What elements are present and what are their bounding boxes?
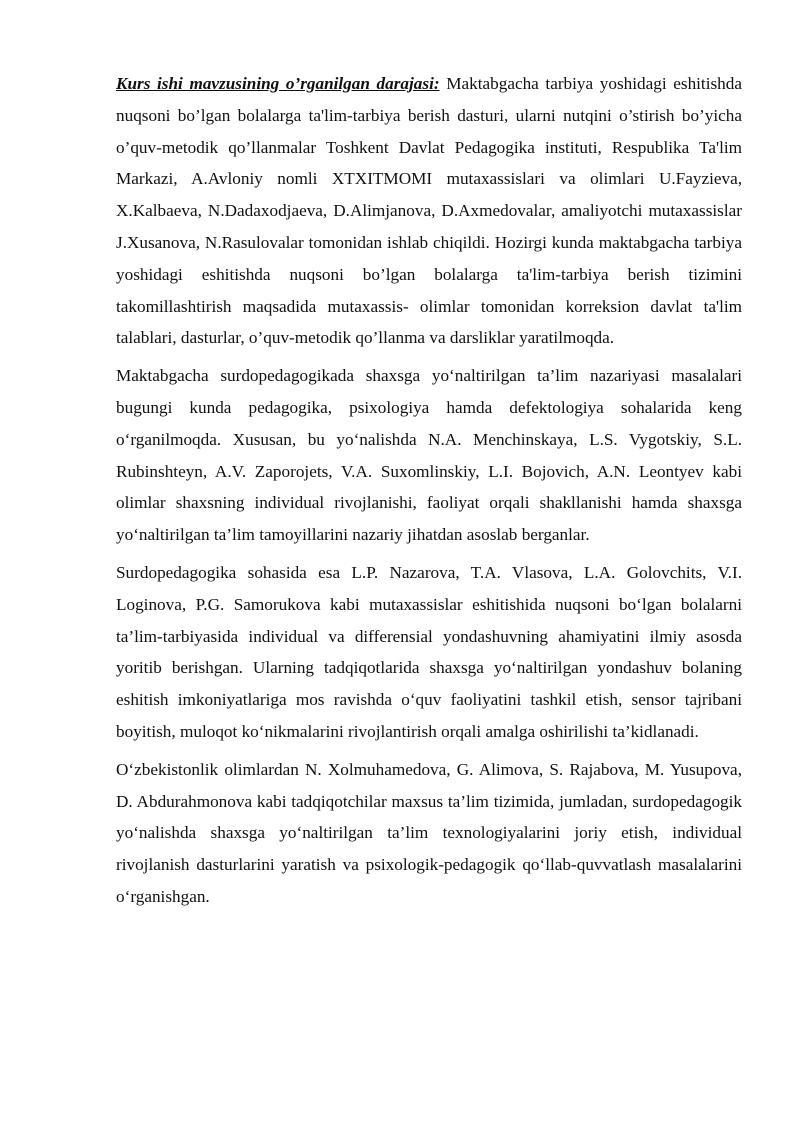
paragraph-1 [116, 68, 742, 354]
section-heading: Kurs ishi mavzusining o’rganilgan darajasi: [116, 74, 440, 93]
paragraph-3: Surdopedagogika sohasida esa L.P. Nazarova, T.A. Vlasova, L.A. Golovchits, V.I. Loginova, P.G. Samorukova kabi mutaxassislar eshitishida nuqsoni bo‘lgan bolalarni ta’lim-tarbiyasida individual va differensial yondashuvning ahamiyatini ilmiy asosda yoritib berishgan. Ularning tadqiqotlarida shaxsga yo‘naltirilgan yondashuv bolaning eshitish imkoniyatlariga mos ravishda o‘quv faoliyatini tashkil etish, sensor tajribani boyitish, muloqot ko‘nikmalarini rivojlantirish orqali amalga oshirilishi ta’kidlanadi. [116, 562, 742, 741]
paragraph-1-text: Maktabgacha tarbiya yoshidagi eshitishda nuqsoni bo’lgan bolalarga ta'lim-tarbiya berish dasturi, ularni nutqini o’stirish bo’yicha o’quv-metodik qo’llanmalar Toshkent Davlat Pedagogika instituti, Respublika Ta'lim Markazi, A.Avloniy nomli XTXITMOMI mutaxassislari va olimlari U.Fayzieva, X.Kalbaeva, N.Dadaxodjaeva, D.Alimjanova, D.Axmedovalar, amaliyotchi mutaxassislar J.Xusanova, N.Rasulovalar tomonidan ishlab chiqildi. Hozirgi kunda maktabgacha tarbiya yoshidagi eshitishda nuqsoni bo’lgan bolalarga ta'lim-tarbiya berish tizimini takomillashtirish maqsadida mutaxassis- olimlar tomonidan korreksion davlat ta'lim talablari, dasturlar, o’quv-metodik qo’llanma va darsliklar yaratilmoqda. [116, 74, 742, 348]
paragraph-4: O‘zbekistonlik olimlardan N. Xolmuhamedova, G. Alimova, S. Rajabova, M. Yusupova, D. Abdurahmonova kabi tadqiqotchilar maxsus ta’lim tizimida, jumladan, surdopedagogik yo‘nalishda shaxsga yo‘naltirilgan ta’lim texnologiyalarini joriy etish, individual rivojlanish dasturlarini yaratish va psixologik-pedagogik qo‘llab-quvvatlash masalalarini o‘rganishgan. [116, 759, 742, 906]
paragraph-2: Maktabgacha surdopedagogikada shaxsga yo‘naltirilgan ta’lim nazariyasi masalalari bugungi kunda pedagogika, psixologiya hamda defektologiya sohalarida keng o‘rganilmoqda. Xususan, bu yo‘nalishda N.A. Menchinskaya, L.S. Vygotskiy, S.L. Rubinshteyn, A.V. Zaporojets, V.A. Suxomlinskiy, L.I. Bojovich, A.N. Leontyev kabi olimlar shaxsning individual rivojlanishi, faoliyat orqali shakllanishi hamda shaxsga yo‘naltirilgan ta’lim tamoyillarini nazariy jihatdan asoslab berganlar. [116, 366, 742, 545]
document-page [116, 68, 742, 919]
